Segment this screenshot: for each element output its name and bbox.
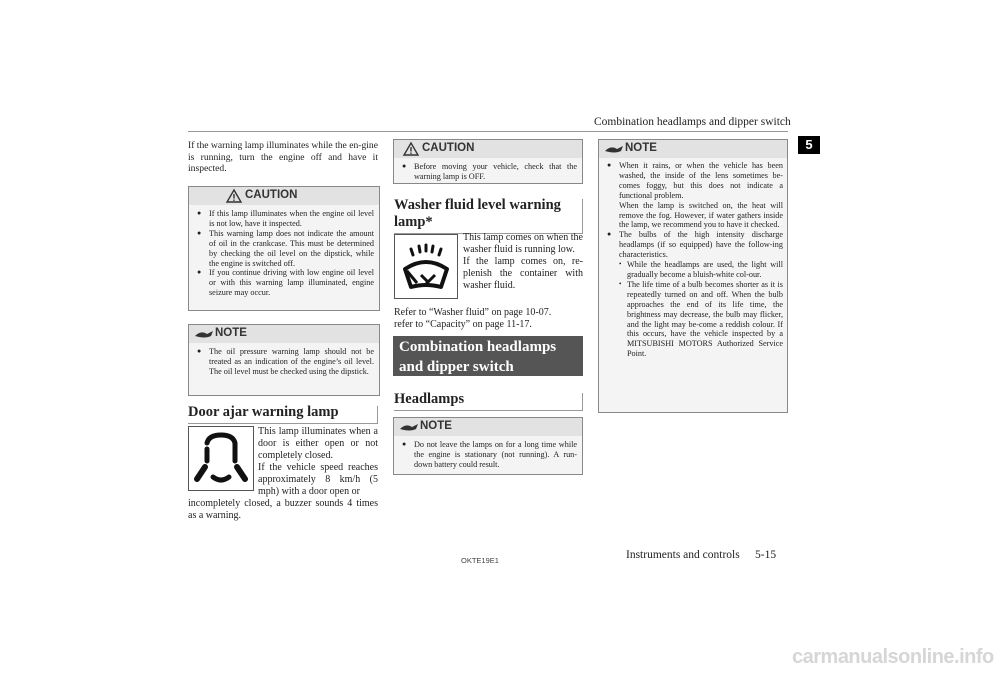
- door-ajar-heading: Door ajar warning lamp: [188, 404, 339, 420]
- note-box-3-header: [599, 140, 787, 158]
- headlamps-heading: Headlamps: [394, 391, 465, 407]
- warning-triangle-icon: [403, 142, 419, 156]
- warning-triangle-icon: [226, 189, 242, 203]
- headlamps-heading-tick: [582, 393, 583, 410]
- door-ajar-icon: [188, 426, 254, 491]
- caution-box-1-header: [189, 187, 379, 205]
- list-item: ● Do not leave the lamps on for a long time while the engine is stationary (not running). A run-down battery could result.: [402, 440, 577, 470]
- note-pen-icon: [398, 421, 420, 433]
- note-pen-icon: [193, 328, 215, 340]
- list-item: [607, 230, 783, 359]
- headlamps-heading-rule: [394, 410, 583, 411]
- note-box-2: [393, 417, 583, 475]
- caution-list-1: [197, 209, 374, 298]
- list-item: ● Before moving your vehicle, check that the warning lamp is OFF.: [402, 162, 577, 182]
- caution-box-2-header: [394, 140, 582, 158]
- note-3-sublist: [619, 260, 783, 359]
- list-item: [607, 161, 783, 230]
- note-box-2-header: [394, 418, 582, 436]
- note-label: NOTE: [215, 327, 247, 339]
- washer-heading-tick: [582, 199, 583, 233]
- page-header-title: Combination headlamps and dipper switch: [594, 116, 791, 128]
- caution-box-2: [393, 139, 583, 184]
- note-label: NOTE: [420, 420, 452, 432]
- list-item: ● The oil pressure warning lamp should not be treated as an indication of the engine’s oil level. The oil level must be checked using the dipstick.: [197, 347, 374, 377]
- section-tab: [798, 136, 820, 154]
- door-ajar-text-2: incompletely closed, a buzzer sounds 4 times as a warning.: [188, 498, 378, 521]
- list-item: ● This warning lamp does not indicate the amount of oil in the crankcase. This must be determined by checking the oil level on the dipstick, while the engine is switched off.: [197, 229, 374, 269]
- caution-list-2: [402, 162, 577, 182]
- caution-box-1: [188, 186, 380, 311]
- section-tab-number: 5: [805, 137, 813, 152]
- combo-section-title: Combination headlamps and dipper switch: [399, 339, 557, 375]
- note-label: NOTE: [625, 142, 657, 154]
- combo-section-heading: [393, 336, 583, 376]
- door-ajar-paragraph-1: This lamp illuminates when a door is either open or not completely closed.: [258, 426, 378, 461]
- washer-fluid-heading: Washer fluid level warning lamp*: [394, 197, 561, 230]
- footer-code: OKTE19E1: [461, 556, 499, 565]
- washer-fluid-icon: [394, 234, 458, 299]
- list-item: ● If you continue driving with low engine oil level or with this warning lamp illuminated, engine seizure may occur.: [197, 268, 374, 298]
- note-list-2: [402, 440, 577, 470]
- door-heading-tick: [377, 406, 378, 423]
- washer-fluid-text: [463, 232, 583, 292]
- caution-label: CAUTION: [422, 142, 475, 154]
- footer-page-number: 5-15: [755, 549, 777, 561]
- note-list-1: [197, 347, 374, 377]
- door-ajar-paragraph-2: If the vehicle speed reaches approximately 8 km/h (5 mph) with a door open or: [258, 462, 378, 497]
- footer-section: Instruments and controls: [626, 549, 740, 561]
- sub-list-item: • While the headlamps are used, the light will gradually become a bluish-white col-our.: [619, 260, 783, 280]
- watermark: carmanualsonline.info: [792, 646, 994, 668]
- washer-ref-2: refer to “Capacity” on page 11-17.: [394, 319, 532, 330]
- caution-label: CAUTION: [245, 189, 298, 201]
- note-3-item-1: ● When it rains, or when the vehicle has been washed, the inside of the lens sometimes be-comes foggy, but this does not indicate a functional problem.: [619, 161, 783, 200]
- list-item: ● If this lamp illuminates when the engine oil level is not low, have it inspected.: [197, 209, 374, 229]
- note-list-3: [607, 161, 783, 359]
- note-box-1: [188, 324, 380, 396]
- sub-list-item: • The life time of a bulb becomes shorter as it is repeatedly turned on and off. When the bulb approaches the end of its life time, the brightness may decrease, the bulb may flicker, and the light may be-come a reddish colour. If this occurs, have the vehicle inspected by a MITSUBISHI MOTORS Authorized Service Point.: [619, 280, 783, 359]
- intro-paragraph: If the warning lamp illuminates while the en-gine is running, turn the engine off and have it inspected.: [188, 140, 378, 175]
- header-rule: [188, 131, 788, 132]
- washer-ref-1: Refer to “Washer fluid” on page 10-07.: [394, 307, 552, 318]
- note-box-1-header: [189, 325, 379, 343]
- note-pen-icon: [603, 143, 625, 155]
- note-3-item-1b: When the lamp is switched on, the heat will remove the fog. However, if water gathers inside the lamp, we recommend you to have it checked.: [619, 200, 783, 230]
- washer-paragraph-2: If the lamp comes on, re-plenish the container with washer fluid.: [463, 256, 583, 291]
- washer-paragraph-1: This lamp comes on when the washer fluid is running low.: [463, 232, 583, 255]
- note-3-item-2: ● The bulbs of the high intensity discharge headlamps (if so equipped) have the follow-ing characteristics.: [619, 230, 783, 260]
- door-heading-rule: [188, 423, 378, 424]
- door-ajar-text-1: [258, 426, 378, 498]
- note-box-3: [598, 139, 788, 413]
